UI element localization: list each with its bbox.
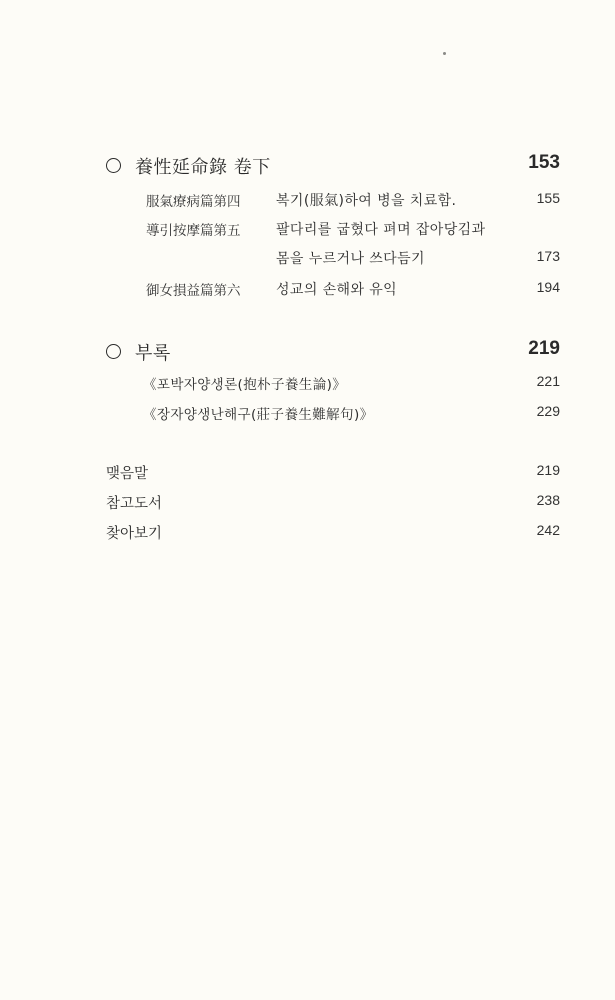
toc-end-item[interactable] (106, 492, 560, 514)
toc-section-heading[interactable] (106, 152, 560, 182)
toc-entry-continuation[interactable] (106, 248, 560, 270)
entry-description: 《장자양생난해구(莊子養生難解句)》 (143, 407, 374, 423)
entry-description: 《포박자양생론(抱朴子養生論)》 (143, 377, 347, 393)
toc-end-item[interactable] (106, 522, 560, 544)
section-title: 養性延命錄 卷下 (135, 157, 271, 178)
entry-page-number: 155 (536, 190, 560, 206)
page-dot-mark (443, 52, 446, 55)
toc-section-heading[interactable] (106, 338, 560, 368)
section-page-number: 153 (528, 152, 560, 173)
entry-chapter-label: 御女損益篇第六 (146, 283, 241, 299)
entry-page-number: 229 (536, 403, 560, 419)
section-page-number: 219 (528, 338, 560, 359)
circle-bullet-icon (106, 158, 121, 173)
toc-entry[interactable] (106, 279, 560, 301)
end-item-label: 참고도서 (106, 496, 163, 512)
end-item-label: 맺음말 (106, 466, 149, 482)
entry-chapter-label: 導引按摩篇第五 (146, 223, 241, 239)
entry-page-number: 221 (536, 373, 560, 389)
entry-description: 복기(服氣)하여 병을 치료함. (276, 193, 457, 209)
section-title: 부록 (135, 343, 171, 364)
entry-page-number: 194 (536, 279, 560, 295)
entry-page-number: 173 (536, 248, 560, 264)
toc-entry[interactable] (106, 373, 560, 395)
entry-description: 성교의 손해와 유익 (276, 282, 398, 298)
circle-bullet-icon (106, 344, 121, 359)
entry-description: 팔다리를 굽혔다 펴며 잡아당김과 (276, 222, 486, 238)
entry-chapter-label: 服氣療病篇第四 (146, 194, 241, 210)
end-item-label: 찾아보기 (106, 526, 163, 542)
entry-description: 몸을 누르거나 쓰다듬기 (276, 251, 425, 267)
toc-entry[interactable] (106, 190, 560, 212)
toc-end-item[interactable] (106, 462, 560, 484)
end-item-page-number: 242 (536, 522, 560, 538)
toc-entry[interactable] (106, 403, 560, 425)
end-item-page-number: 219 (536, 462, 560, 478)
end-item-page-number: 238 (536, 492, 560, 508)
toc-entry[interactable] (106, 219, 560, 241)
